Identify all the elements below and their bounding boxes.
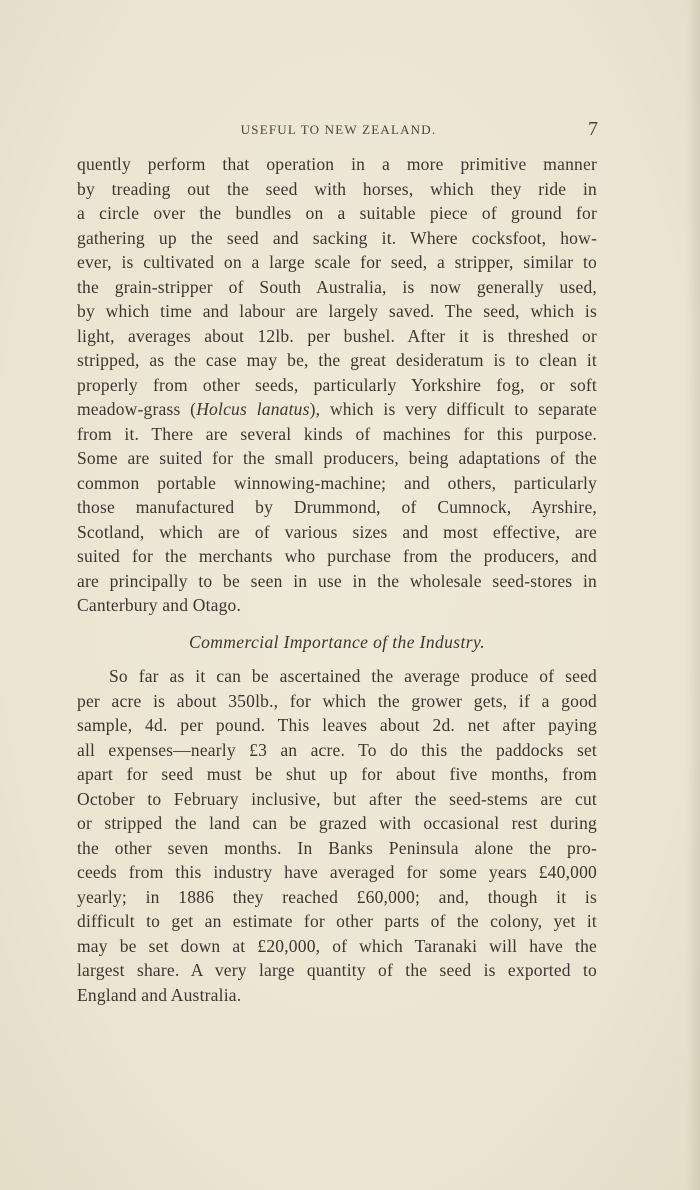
text-line: light, averages about 12lb. per bushel. After it is threshed or xyxy=(77,325,597,346)
text-segment: ), which is very difficult to separate xyxy=(309,399,597,419)
text-line: by which time and labour are largely saved. The seed, which is xyxy=(77,301,597,321)
running-header xyxy=(77,118,600,144)
text-line: difficult to get an estimate for other parts of the colony, yet it xyxy=(77,911,597,931)
section-heading: Commercial Importance of the Industry. xyxy=(189,631,485,652)
text-line: Some are suited for the small producers, being adaptations of the xyxy=(77,448,597,468)
text-line: may be set down at £20,000, of which Taranaki will have the xyxy=(77,935,597,956)
text-line: common portable winnowing-machine; and others, particularly xyxy=(77,472,597,493)
text-line: are principally to be seen in use in the wholesale seed-stores in xyxy=(77,570,597,591)
text-line: from it. There are several kinds of machines for this purpose. xyxy=(77,423,597,444)
italic-species-name: Holcus lanatus xyxy=(196,399,310,419)
text-line: Scotland, which are of various sizes and most effective, are xyxy=(77,521,597,542)
text-line: the grain-stripper of South Australia, is now generally used, xyxy=(77,276,597,297)
text-line-with-italic xyxy=(77,397,597,422)
text-line: by treading out the seed with horses, which they ride in xyxy=(77,178,597,199)
text-line: Canterbury and Otago. xyxy=(77,595,242,615)
paragraph-1 xyxy=(77,152,597,618)
text-line: those manufactured by Drummond, of Cumnock, Ayrshire, xyxy=(77,497,597,517)
text-line: all expenses—nearly £3 an acre. To do this the paddocks set xyxy=(77,739,597,760)
text-line: sample, 4d. per pound. This leaves about 2d. net after paying xyxy=(77,715,597,735)
running-title: USEFUL TO NEW ZEALAND. xyxy=(240,122,437,137)
text-segment: meadow-grass ( xyxy=(77,399,197,419)
text-line: apart for seed must be shut up for about five months, from xyxy=(77,764,597,784)
body-text xyxy=(77,152,597,1007)
text-line: a circle over the bundles on a suitable piece of ground for xyxy=(77,203,597,223)
text-line: per acre is about 350lb., for which the grower gets, if a good xyxy=(77,690,597,711)
text-line: ceeds from this industry have averaged for some years £40,000 xyxy=(77,862,597,882)
paragraph-2 xyxy=(77,664,597,1007)
text-line: largest share. A very large quantity of the seed is exported to xyxy=(77,960,597,980)
text-line: properly from other seeds, particularly Yorkshire fog, or soft xyxy=(77,374,597,395)
text-line: quently perform that operation in a more primitive manner xyxy=(77,154,597,174)
text-line: England and Australia. xyxy=(77,984,242,1005)
text-line: gathering up the seed and sacking it. Where cocksfoot, how- xyxy=(77,227,597,248)
text-line: yearly; in 1886 they reached £60,000; and, though it is xyxy=(77,886,597,907)
text-line: or stripped the land can be grazed with occasional rest during xyxy=(77,813,597,833)
page-edge-shadow xyxy=(686,0,700,1190)
text-line: suited for the merchants who purchase from the producers, and xyxy=(77,546,597,566)
text-line: ever, is cultivated on a large scale for seed, a stripper, similar to xyxy=(77,252,597,272)
text-line: October to February inclusive, but after the seed-stems are cut xyxy=(77,788,597,809)
text-line: the other seven months. In Banks Peninsula alone the pro- xyxy=(77,837,597,858)
text-line: stripped, as the case may be, the great desideratum is to clean it xyxy=(77,350,597,370)
text-line: So far as it can be ascertained the average produce of seed xyxy=(109,666,597,686)
page-number: 7 xyxy=(588,118,598,140)
